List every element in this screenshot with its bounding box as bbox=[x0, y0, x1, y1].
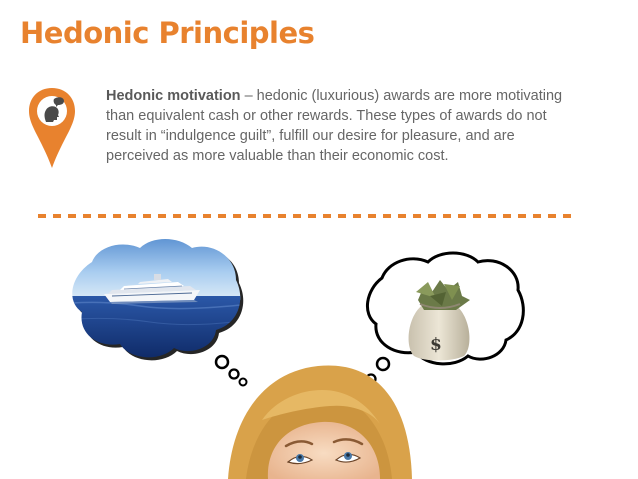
definition-term: Hedonic motivation bbox=[106, 88, 241, 104]
woman-looking-up-image bbox=[228, 365, 412, 479]
money-thought-cloud bbox=[358, 253, 524, 393]
cruise-ship-thought-cloud bbox=[60, 230, 250, 386]
money-bag-icon bbox=[409, 280, 470, 361]
money-bag-dollar-sign: $ bbox=[430, 335, 442, 355]
slide-title: Hedonic Principles bbox=[20, 16, 315, 50]
definition-body: – hedonic (luxurious) awards are more motivating than equivalent cash or other rewards. These types of awards do not result in “indulgence guilt”, fulfill our desire for pleasure, and are perceived as more valuable than their economic cost. bbox=[106, 88, 563, 164]
